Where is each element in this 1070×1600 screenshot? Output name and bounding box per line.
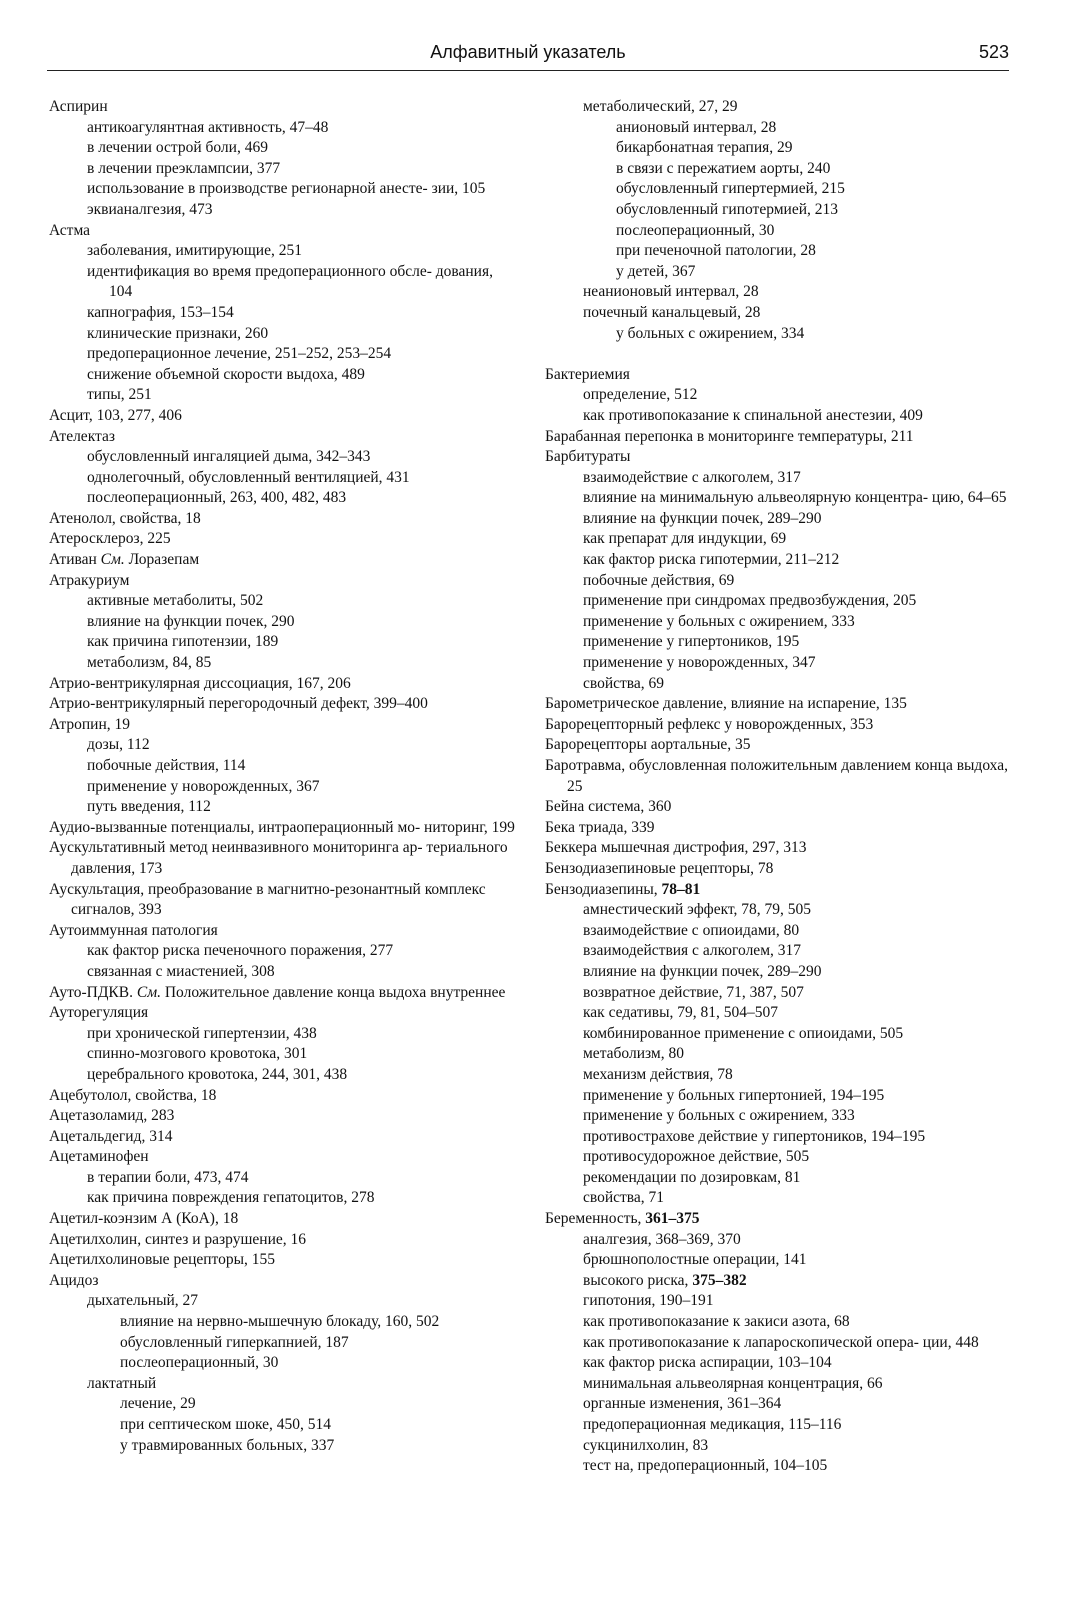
entry-text: Ацетилхолин, синтез и разрушение, 16 xyxy=(49,1230,307,1248)
index-subentry xyxy=(49,1168,515,1189)
entry-text: дозы, 112 xyxy=(87,736,150,754)
entry-text: влияние на нервно-мышечную блокаду, 160, 502 xyxy=(120,1313,440,1331)
index-heading xyxy=(545,365,1011,386)
index-heading xyxy=(545,859,1011,880)
index-subentry xyxy=(545,529,1011,550)
index-subentry xyxy=(49,179,515,200)
index-subentry xyxy=(545,1312,1011,1333)
index-subentry xyxy=(545,1086,1011,1107)
index-subentry xyxy=(545,571,1011,592)
entry-text: эквианалгезия, 473 xyxy=(87,200,213,218)
entry-text: Атеросклероз, 225 xyxy=(49,530,171,548)
entry-text: взаимодействие с опиоидами, 80 xyxy=(583,921,800,939)
entry-text: идентификация во время предоперационного обсле- дования, 104 xyxy=(87,262,493,301)
index-heading xyxy=(49,1271,515,1292)
index-subentry xyxy=(545,674,1011,695)
index-subentry xyxy=(545,1291,1011,1312)
index-heading xyxy=(49,1230,515,1251)
cross-reference-target: Лоразепам xyxy=(124,551,200,569)
index-subentry xyxy=(545,632,1011,653)
index-subentry xyxy=(49,612,515,633)
index-heading xyxy=(545,715,1011,736)
entry-text: влияние на минимальную альвеолярную концентра- цию, 64–65 xyxy=(583,489,1007,507)
entry-text: Беременность, xyxy=(545,1210,646,1228)
index-subentry xyxy=(49,118,515,139)
entry-text: антикоагулянтная активность, 47–48 xyxy=(87,118,329,136)
entry-text: Ателектаз xyxy=(49,427,115,445)
entry-text: тест на, предоперационный, 104–105 xyxy=(583,1457,828,1475)
entry-text: лечение, 29 xyxy=(120,1395,196,1413)
entry-text: как причина гипотензии, 189 xyxy=(87,633,279,651)
index-heading xyxy=(49,838,515,879)
index-subentry xyxy=(49,138,515,159)
index-heading xyxy=(49,571,515,592)
index-subentry xyxy=(49,1065,515,1086)
main-page-reference: 361–375 xyxy=(645,1210,700,1228)
entry-text: почечный канальцевый, 28 xyxy=(583,303,761,321)
index-heading xyxy=(49,427,515,448)
index-subentry xyxy=(49,777,515,798)
entry-text: Ативан xyxy=(49,551,101,569)
index-subentry xyxy=(49,344,515,365)
index-heading xyxy=(49,221,515,242)
entry-text: Аудио-вызванные потенциалы, интраоперационный мо- ниторинг, 199 xyxy=(49,818,515,836)
entry-text: при хронической гипертензии, 438 xyxy=(87,1024,317,1042)
index-subentry xyxy=(545,962,1011,983)
index-subentry xyxy=(545,1147,1011,1168)
index-heading xyxy=(545,880,1011,901)
index-subentry xyxy=(545,1024,1011,1045)
entry-text: побочные действия, 114 xyxy=(87,757,246,774)
index-subentry xyxy=(545,200,1011,221)
entry-text: Аускультация, преобразование в магнитно-резонантный комплекс сигналов, 393 xyxy=(49,880,486,919)
index-heading xyxy=(49,1209,515,1230)
entry-text: обусловленный гипотермией, 213 xyxy=(616,200,839,218)
index-subentry xyxy=(545,324,1011,345)
index-subentry xyxy=(49,1291,515,1312)
entry-text: как седативы, 79, 81, 504–507 xyxy=(583,1004,778,1022)
entry-text: Аспирин xyxy=(49,98,108,115)
entry-text: Атракуриум xyxy=(49,571,130,589)
entry-text: взаимодействие с алкоголем, 317 xyxy=(583,468,801,486)
index-subentry xyxy=(545,1333,1011,1354)
index-subentry xyxy=(49,1394,515,1415)
index-subentry xyxy=(49,385,515,406)
index-subentry xyxy=(545,1353,1011,1374)
page-number: 523 xyxy=(978,42,1009,62)
index-subentry xyxy=(545,1230,1011,1251)
entry-text: Баротравма, обусловленная положительным давлением конца выдоха, 25 xyxy=(545,757,1008,795)
index-subentry xyxy=(545,1394,1011,1415)
index-subentry xyxy=(49,1044,515,1065)
index-subentry xyxy=(545,653,1011,674)
entry-text: обусловленный гипертермией, 215 xyxy=(616,180,845,198)
index-heading xyxy=(49,1086,515,1107)
entry-text: дыхательный, 27 xyxy=(87,1292,199,1310)
index-subentry xyxy=(545,303,1011,324)
entry-text: послеоперационный, 30 xyxy=(616,221,775,239)
entry-text: обусловленный ингаляцией дыма, 342–343 xyxy=(87,448,371,466)
index-subentry xyxy=(545,406,1011,427)
entry-text: применение у больных гипертонией, 194–195 xyxy=(583,1086,885,1104)
entry-text: однолегочный, обусловленный вентиляцией, 431 xyxy=(87,468,410,486)
index-heading xyxy=(49,715,515,736)
entry-text: у травмированных больных, 337 xyxy=(120,1436,335,1454)
index-column-left xyxy=(49,97,515,1456)
entry-text: механизм действия, 78 xyxy=(583,1065,733,1083)
index-heading xyxy=(49,983,515,1004)
index-heading xyxy=(49,921,515,942)
entry-text: как фактор риска гипотермии, 211–212 xyxy=(583,551,840,569)
entry-text: Атрио-вентрикулярная диссоциация, 167, 206 xyxy=(49,674,351,692)
entry-text: как противопоказание к закиси азота, 68 xyxy=(583,1313,850,1331)
entry-text: предоперационное лечение, 251–252, 253–254 xyxy=(87,345,392,363)
entry-text: Атенолол, свойства, 18 xyxy=(49,509,201,527)
index-subentry xyxy=(545,97,1011,118)
index-subentry xyxy=(49,159,515,180)
index-subentry xyxy=(49,1415,515,1436)
entry-text: высокого риска, xyxy=(583,1271,693,1289)
entry-text: Аускультативный метод неинвазивного мониторинга ар- териального давления, 173 xyxy=(49,839,508,877)
index-heading xyxy=(49,509,515,530)
index-subentry xyxy=(49,241,515,262)
index-subentry xyxy=(545,1168,1011,1189)
entry-text: Атрио-вентрикулярный перегородочный дефект, 399–400 xyxy=(49,695,428,713)
entry-text: послеоперационный, 30 xyxy=(120,1354,279,1372)
index-subentry xyxy=(545,1271,1011,1292)
index-subentry xyxy=(545,385,1011,406)
entry-text: типы, 251 xyxy=(87,386,152,404)
entry-text: применение у новорожденных, 367 xyxy=(87,777,320,795)
entry-text: бикарбонатная терапия, 29 xyxy=(616,139,793,157)
index-heading xyxy=(545,1209,1011,1230)
index-subentry xyxy=(545,138,1011,159)
entry-text: Ацетальдегид, 314 xyxy=(49,1127,173,1145)
entry-text: Бейна система, 360 xyxy=(545,798,672,816)
entry-text: путь введения, 112 xyxy=(87,798,211,816)
entry-text: обусловленный гиперкапнией, 187 xyxy=(120,1333,349,1351)
entry-text: Ацебутолол, свойства, 18 xyxy=(49,1086,217,1104)
entry-text: послеоперационный, 263, 400, 482, 483 xyxy=(87,489,347,507)
entry-text: в лечении острой боли, 469 xyxy=(87,139,268,157)
entry-text: возвратное действие, 71, 387, 507 xyxy=(583,983,804,1001)
index-heading xyxy=(545,447,1011,468)
index-subentry xyxy=(545,241,1011,262)
index-subentry xyxy=(49,303,515,324)
index-heading xyxy=(545,694,1011,715)
entry-text: Асцит, 103, 277, 406 xyxy=(49,406,182,424)
index-subentry xyxy=(545,1456,1011,1477)
entry-text: Атропин, 19 xyxy=(49,715,131,733)
entry-text: Ацетилхолиновые рецепторы, 155 xyxy=(49,1251,276,1269)
entry-text: при печеночной патологии, 28 xyxy=(616,242,816,260)
index-subentry xyxy=(49,468,515,489)
entry-text: у детей, 367 xyxy=(616,262,696,280)
index-subentry xyxy=(545,1127,1011,1148)
entry-text: свойства, 69 xyxy=(583,674,665,692)
entry-text: Ацидоз xyxy=(49,1271,99,1289)
entry-text: Бензодиазепиновые рецепторы, 78 xyxy=(545,859,774,877)
entry-text: в лечении преэклампсии, 377 xyxy=(87,159,281,177)
entry-text: Аутоиммунная патология xyxy=(49,921,218,939)
index-heading xyxy=(49,97,515,118)
entry-text: метаболизм, 84, 85 xyxy=(87,654,212,672)
entry-text: комбинированное применение с опиоидами, 505 xyxy=(583,1024,904,1042)
section-gap xyxy=(545,344,1011,365)
index-heading xyxy=(49,550,515,571)
entry-text: Барабанная перепонка в мониторинге температуры, 211 xyxy=(545,427,914,445)
entry-text: Бактериемия xyxy=(545,365,630,383)
main-page-reference: 78–81 xyxy=(661,880,701,898)
entry-text: неанионовый интервал, 28 xyxy=(583,283,759,301)
entry-text: спинно-мозгового кровотока, 301 xyxy=(87,1045,308,1063)
index-subentry xyxy=(49,447,515,468)
entry-text: применение при синдромах предвозбуждения, 205 xyxy=(583,592,917,610)
index-subentry xyxy=(49,756,515,777)
entry-text: брюшнополостные операции, 141 xyxy=(583,1251,807,1269)
entry-text: как причина повреждения гепатоцитов, 278 xyxy=(87,1189,375,1207)
entry-text: влияние на функции почек, 290 xyxy=(87,612,295,630)
entry-text: Бека триада, 339 xyxy=(545,818,655,836)
index-subentry xyxy=(49,262,515,303)
index-subentry xyxy=(49,1312,515,1333)
index-subentry xyxy=(545,941,1011,962)
index-subentry xyxy=(545,1250,1011,1271)
index-subentry xyxy=(49,1436,515,1457)
index-subentry xyxy=(49,1024,515,1045)
entry-text: аналгезия, 368–369, 370 xyxy=(583,1230,741,1248)
entry-text: применение у больных с ожирением, 333 xyxy=(583,1107,855,1125)
index-heading xyxy=(545,427,1011,448)
entry-text: Барометрическое давление, влияние на испарение, 135 xyxy=(545,695,907,713)
index-heading xyxy=(49,818,515,839)
index-subentry xyxy=(49,365,515,386)
index-subentry xyxy=(49,1353,515,1374)
entry-text: метаболический, 27, 29 xyxy=(583,98,738,115)
index-subentry xyxy=(545,1106,1011,1127)
index-subentry xyxy=(49,797,515,818)
index-subentry xyxy=(49,632,515,653)
index-column-right xyxy=(545,97,1011,1477)
index-heading xyxy=(49,694,515,715)
index-subentry xyxy=(49,488,515,509)
entry-text: предоперационная медикация, 115–116 xyxy=(583,1416,842,1433)
index-subentry xyxy=(49,1333,515,1354)
entry-text: как препарат для индукции, 69 xyxy=(583,530,787,548)
entry-text: снижение объемной скорости выдоха, 489 xyxy=(87,365,365,383)
index-subentry xyxy=(545,1436,1011,1457)
index-heading xyxy=(49,674,515,695)
running-header xyxy=(47,38,1009,71)
index-heading xyxy=(49,1106,515,1127)
entry-text: лактатный xyxy=(87,1374,157,1392)
entry-text: минимальная альвеолярная концентрация, 66 xyxy=(583,1374,883,1392)
index-subentry xyxy=(49,1188,515,1209)
entry-text: Ауторегуляция xyxy=(49,1004,149,1022)
entry-text: Барбитураты xyxy=(545,448,631,466)
index-subentry xyxy=(49,735,515,756)
entry-text: у больных с ожирением, 334 xyxy=(616,324,805,342)
entry-text: как фактор риска аспирации, 103–104 xyxy=(583,1354,832,1372)
index-subentry xyxy=(545,1065,1011,1086)
cross-reference-target: Положительное давление конца выдоха внутреннее xyxy=(160,983,506,1001)
index-subentry xyxy=(545,612,1011,633)
index-heading xyxy=(545,797,1011,818)
entry-text: при септическом шоке, 450, 514 xyxy=(120,1416,332,1433)
index-subentry xyxy=(49,200,515,221)
main-page-reference: 375–382 xyxy=(692,1271,747,1289)
entry-text: в связи с пережатием аорты, 240 xyxy=(616,159,831,177)
index-heading xyxy=(49,529,515,550)
index-subentry xyxy=(49,1374,515,1395)
entry-text: связанная с миастенией, 308 xyxy=(87,962,275,980)
index-subentry xyxy=(545,550,1011,571)
index-heading xyxy=(49,880,515,921)
entry-text: в терапии боли, 473, 474 xyxy=(87,1168,249,1186)
entry-text: влияние на функции почек, 289–290 xyxy=(583,962,822,980)
index-heading xyxy=(49,1003,515,1024)
index-heading xyxy=(49,1127,515,1148)
entry-text: органные изменения, 361–364 xyxy=(583,1395,782,1413)
index-subentry xyxy=(49,962,515,983)
entry-text: сукцинилхолин, 83 xyxy=(583,1436,709,1454)
entry-text: как противопоказание к лапароскопической опера- ции, 448 xyxy=(583,1333,979,1351)
index-subentry xyxy=(545,1415,1011,1436)
entry-text: противосудорожное действие, 505 xyxy=(583,1148,810,1166)
entry-text: Ауто-ПДКВ. xyxy=(49,983,137,1001)
entry-text: определение, 512 xyxy=(583,386,698,404)
index-subentry xyxy=(545,1044,1011,1065)
index-subentry xyxy=(545,1374,1011,1395)
index-subentry xyxy=(49,591,515,612)
entry-text: гипотония, 190–191 xyxy=(583,1292,714,1310)
index-subentry xyxy=(545,1003,1011,1024)
entry-text: Бензодиазепины, xyxy=(545,880,662,898)
index-subentry xyxy=(545,591,1011,612)
index-heading xyxy=(545,756,1011,797)
entry-text: амнестический эффект, 78, 79, 505 xyxy=(583,901,812,919)
cross-reference-marker: См. xyxy=(100,551,125,569)
entry-text: рекомендации по дозировкам, 81 xyxy=(583,1168,801,1186)
entry-text: свойства, 71 xyxy=(583,1189,665,1207)
index-subentry xyxy=(545,900,1011,921)
index-heading xyxy=(49,1250,515,1271)
entry-text: Ацетил-коэнзим А (КоА), 18 xyxy=(49,1210,239,1228)
entry-text: как фактор риска печеночного поражения, 277 xyxy=(87,942,394,960)
entry-text: Астма xyxy=(49,221,91,239)
index-subentry xyxy=(49,324,515,345)
index-subentry xyxy=(545,262,1011,283)
index-subentry xyxy=(49,653,515,674)
index-heading xyxy=(545,735,1011,756)
entry-text: применение у новорожденных, 347 xyxy=(583,654,816,672)
entry-text: анионовый интервал, 28 xyxy=(616,118,777,136)
entry-text: противострахове действие у гипертоников, 194–195 xyxy=(583,1127,926,1145)
entry-text: применение у больных с ожирением, 333 xyxy=(583,612,855,630)
index-subentry xyxy=(545,179,1011,200)
entry-text: как противопоказание к спинальной анестезии, 409 xyxy=(583,406,923,424)
index-subentry xyxy=(545,159,1011,180)
entry-text: Ацетазоламид, 283 xyxy=(49,1107,175,1125)
index-subentry xyxy=(49,941,515,962)
entry-text: клинические признаки, 260 xyxy=(87,324,269,342)
entry-text: заболевания, имитирующие, 251 xyxy=(87,242,302,260)
entry-text: использование в производстве регионарной анесте- зии, 105 xyxy=(87,180,486,198)
entry-text: влияние на функции почек, 289–290 xyxy=(583,509,822,527)
index-subentry xyxy=(545,118,1011,139)
entry-text: применение у гипертоников, 195 xyxy=(583,633,800,651)
index-subentry xyxy=(545,282,1011,303)
index-subentry xyxy=(545,468,1011,489)
entry-text: активные метаболиты, 502 xyxy=(87,592,264,610)
header-title: Алфавитный указатель xyxy=(430,42,626,62)
index-subentry xyxy=(545,921,1011,942)
entry-text: Ацетаминофен xyxy=(49,1148,149,1166)
index-heading xyxy=(545,838,1011,859)
index-subentry xyxy=(545,1188,1011,1209)
entry-text: взаимодействия с алкоголем, 317 xyxy=(583,942,801,960)
index-subentry xyxy=(545,221,1011,242)
index-heading xyxy=(545,818,1011,839)
index-subentry xyxy=(545,983,1011,1004)
entry-text: Барорецепторный рефлекс у новорожденных, 353 xyxy=(545,715,874,733)
cross-reference-marker: См. xyxy=(136,983,161,1001)
entry-text: побочные действия, 69 xyxy=(583,571,735,589)
entry-text: Беккера мышечная дистрофия, 297, 313 xyxy=(545,839,807,857)
entry-text: капнография, 153–154 xyxy=(87,303,234,321)
entry-text: церебрального кровотока, 244, 301, 438 xyxy=(87,1065,348,1083)
index-heading xyxy=(49,406,515,427)
entry-text: Барорецепторы аортальные, 35 xyxy=(545,736,751,754)
index-subentry xyxy=(545,488,1011,509)
entry-text: метаболизм, 80 xyxy=(583,1045,684,1063)
index-heading xyxy=(49,1147,515,1168)
index-subentry xyxy=(545,509,1011,530)
